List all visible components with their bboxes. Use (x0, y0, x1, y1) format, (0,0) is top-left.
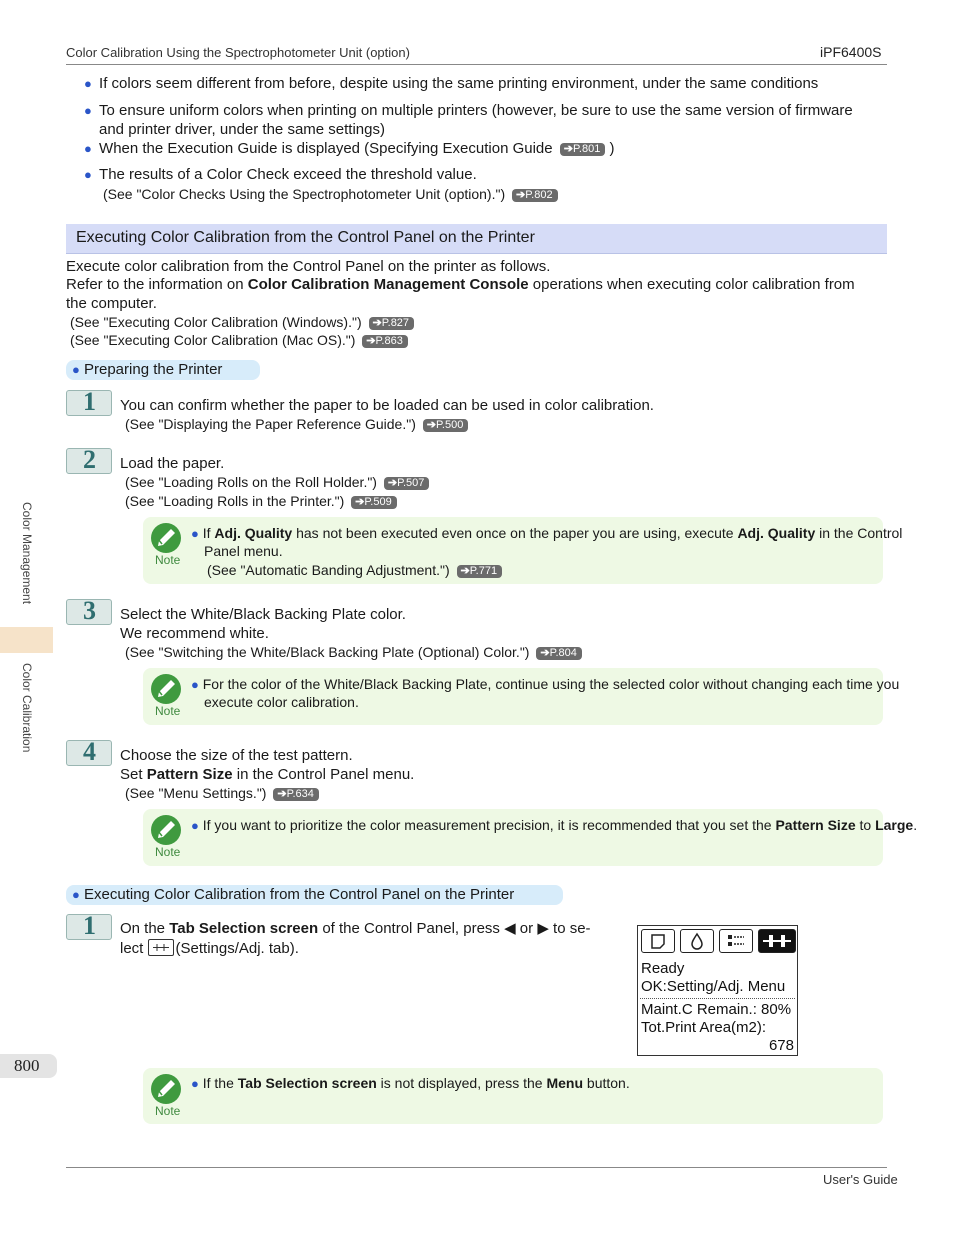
step-number-1: 1 (66, 390, 112, 416)
lcd-maint-remain: Maint.C Remain.: 80% (641, 1001, 792, 1018)
exec-step-number-1: 1 (66, 914, 112, 940)
step-2-text: Load the paper. (120, 455, 225, 472)
note-box-1 (143, 517, 903, 584)
intro-bullet-4: ● The results of a Color Check exceed the threshold value. (84, 166, 477, 183)
subheading-preparing-printer: ● Preparing the Printer (66, 360, 260, 380)
step-1-text: You can confirm whether the paper to be loaded can be used in color calibration. (120, 397, 654, 414)
bullet-icon: ● (191, 818, 199, 833)
intro-bullet-2: ● To ensure uniform colors when printing on multiple printers (however, be sure to use the same version of firmware (84, 102, 853, 119)
lcd-status: Ready (641, 960, 685, 977)
left-arrow-icon: ◀ (504, 920, 516, 937)
footer-rule (66, 1167, 887, 1168)
lcd-hint: OK:Setting/Adj. Menu (641, 978, 786, 995)
page-number-tab (0, 1054, 57, 1078)
intro-bullet-3: ● When the Execution Guide is displayed (Specifying Execution Guide ➔P.801 ) (84, 140, 615, 157)
note-pencil-icon (151, 1074, 181, 1104)
lcd-print-area-label: Tot.Print Area(m2): (641, 1019, 767, 1036)
note-4-line-1: ● If the Tab Selection screen is not displayed, press the Menu button. (191, 1075, 630, 1091)
bullet-icon: ● (84, 103, 92, 118)
intro-bullet-2-line2: and printer driver, under the same settings) (99, 121, 385, 138)
side-tab-highlight (0, 627, 53, 653)
page-ref-link[interactable]: ➔P.827 (369, 317, 415, 330)
lcd-separator (640, 998, 795, 999)
step-number-2: 2 (66, 448, 112, 474)
section-paragraph-2: Refer to the information on Color Calibration Management Console operations when executing color calibration from (66, 276, 855, 293)
section-see-1: (See "Executing Color Calibration (Windows).") ➔P.827 (70, 313, 414, 331)
intro-bullet-4-see: (See "Color Checks Using the Spectrophotometer Unit (option).") ➔P.802 (103, 185, 558, 203)
note-1-line-1: ● If Adj. Quality has not been executed even once on the paper you are using, execute Adj. Quality in the Control (191, 525, 903, 541)
bullet-icon: ● (191, 526, 199, 541)
side-tab-category: Color Management (20, 502, 34, 605)
step-2-see-1: (See "Loading Rolls on the Roll Holder.") ➔P.507 (125, 473, 429, 491)
note-1-see: (See "Automatic Banding Adjustment.") ➔P.771 (207, 561, 502, 579)
note-2-line-1: ● For the color of the White/Black Backing Plate, continue using the selected color without changing each time you (191, 676, 900, 692)
side-tab-subcategory: Color Calibration (20, 663, 34, 753)
section-heading: Executing Color Calibration from the Control Panel on the Printer (66, 224, 887, 254)
job-list-icon (719, 929, 753, 953)
header-rule (66, 64, 887, 65)
bullet-icon: ● (84, 167, 92, 182)
control-panel-display (637, 925, 798, 1056)
note-box-2 (143, 668, 900, 725)
section-see-2: (See "Executing Color Calibration (Mac OS).") ➔P.863 (70, 331, 408, 349)
step-3-see: (See "Switching the White/Black Backing Plate (Optional) Color.") ➔P.804 (125, 643, 582, 661)
lcd-print-area-value: 678 (768, 1037, 794, 1054)
page-ref-link[interactable]: ➔P.802 (512, 189, 558, 202)
page-ref-link[interactable]: ➔P.771 (457, 565, 503, 578)
step-number-3: 3 (66, 599, 112, 625)
page-number: 800 (14, 1056, 40, 1075)
note-1-line-2: Panel menu. (204, 543, 283, 559)
step-4-see: (See "Menu Settings.") ➔P.634 (125, 784, 319, 802)
bullet-icon: ● (191, 1076, 199, 1091)
note-label: Note (155, 704, 181, 718)
section-paragraph-1: Execute color calibration from the Control Panel on the printer as follows. (66, 258, 551, 275)
note-label: Note (155, 845, 181, 859)
subheading-executing-calibration: ● Executing Color Calibration from the Control Panel on the Printer (66, 885, 563, 905)
settings-adj-icon (758, 929, 796, 953)
header-section-title: Color Calibration Using the Spectrophotometer Unit (option) (66, 45, 410, 60)
step-4-text-2: Set Pattern Size in the Control Panel menu. (120, 766, 415, 783)
exec-step-1-text-2: lect (Settings/Adj. tab). (120, 940, 299, 957)
note-2-line-2: execute color calibration. (204, 694, 359, 710)
page-ref-link[interactable]: ➔P.500 (423, 419, 469, 432)
bullet-icon: ● (84, 141, 92, 156)
footer-guide: User's Guide (823, 1172, 898, 1187)
section-paragraph-2-line2: the computer. (66, 295, 157, 312)
note-box-4 (143, 1068, 883, 1124)
page-ref-link[interactable]: ➔P.804 (536, 647, 582, 660)
note-pencil-icon (151, 523, 181, 553)
step-1-see: (See "Displaying the Paper Reference Guide.") ➔P.500 (125, 415, 468, 433)
header-model: iPF6400S (820, 44, 882, 60)
paper-icon (641, 929, 675, 953)
note-label: Note (155, 553, 181, 567)
page-ref-link[interactable]: ➔P.634 (273, 788, 319, 801)
note-3-line-1: ● If you want to prioritize the color measurement precision, it is recommended that you set the Pattern Size to Large. (191, 817, 918, 833)
page-ref-link[interactable]: ➔P.801 (560, 143, 606, 156)
page-ref-link[interactable]: ➔P.863 (362, 335, 408, 348)
note-pencil-icon (151, 815, 181, 845)
step-3-text: Select the White/Black Backing Plate color. (120, 606, 406, 623)
bullet-icon: ● (72, 362, 80, 377)
right-arrow-icon: ▶ (537, 920, 549, 937)
settings-adj-tab-icon (148, 939, 174, 956)
bullet-icon: ● (84, 76, 92, 91)
step-2-see-2: (See "Loading Rolls in the Printer.") ➔P.509 (125, 492, 397, 510)
page-ref-link[interactable]: ➔P.507 (384, 477, 430, 490)
note-box-3 (143, 809, 918, 866)
step-4-text: Choose the size of the test pattern. (120, 747, 353, 764)
bullet-icon: ● (72, 887, 80, 902)
note-pencil-icon (151, 674, 181, 704)
step-number-4: 4 (66, 740, 112, 766)
page-ref-link[interactable]: ➔P.509 (351, 496, 397, 509)
intro-bullet-1: ● If colors seem different from before, despite using the same printing environment, under the same conditions (84, 75, 819, 92)
step-3-text-2: We recommend white. (120, 625, 269, 642)
ink-drop-icon (680, 929, 714, 953)
bullet-icon: ● (191, 677, 199, 692)
note-label: Note (155, 1104, 181, 1118)
exec-step-1-text: On the Tab Selection screen of the Control Panel, press ◀ or ▶ to se- (120, 920, 591, 937)
